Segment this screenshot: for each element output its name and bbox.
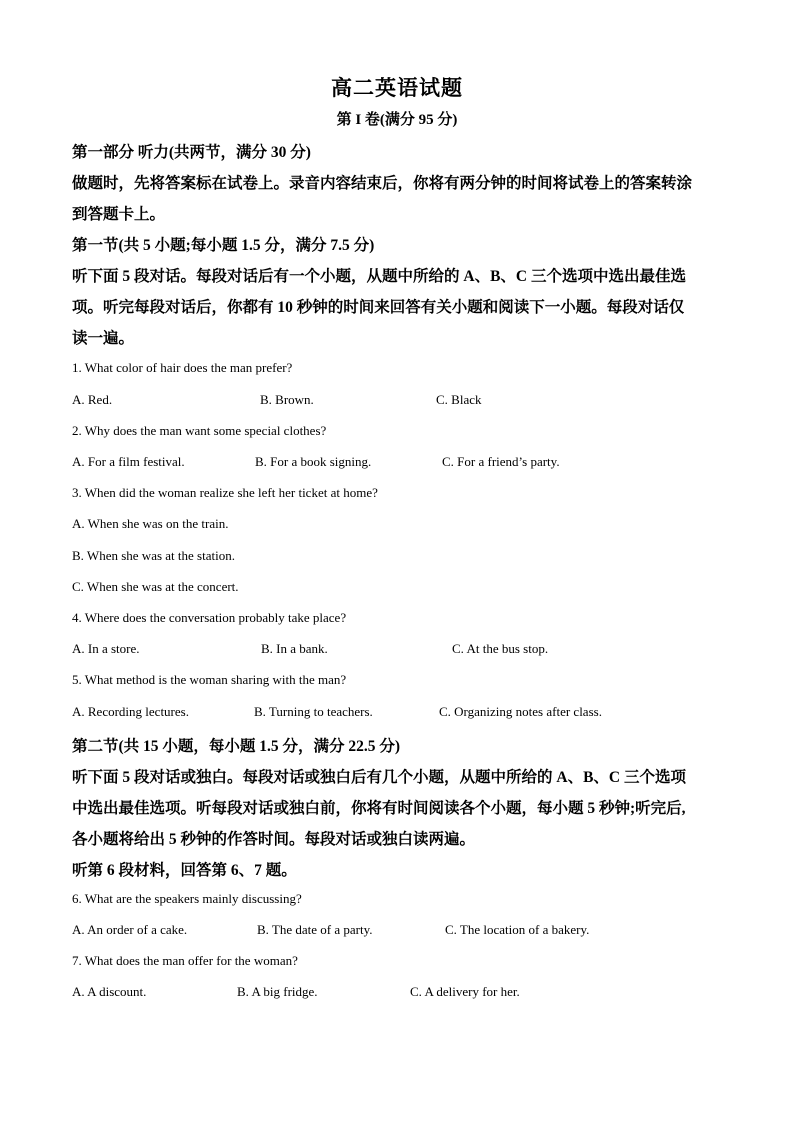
section2-instruction-line: 听下面 5 段对话或独白。每段对话或独白后有几个小题，从题中所给的 A、B、C 三个选项: [72, 769, 686, 786]
option-b: B. The date of a party.: [257, 922, 373, 937]
option-c: C. When she was at the concert.: [72, 579, 239, 594]
question-3: 3. When did the woman realize she left her ticket at home?: [72, 485, 378, 500]
option-b: B. In a bank.: [261, 641, 328, 656]
page-subtitle: 第 I 卷(满分 95 分): [336, 112, 458, 128]
option-a: A. A discount.: [72, 984, 147, 999]
option-c: C. The location of a bakery.: [445, 922, 590, 937]
option-a: A. An order of a cake.: [72, 922, 188, 937]
option-c: C. A delivery for her.: [410, 984, 520, 999]
part1-heading: 第一部分 听力(共两节，满分 30 分): [72, 144, 311, 161]
section2-instruction-line: 各小题将给出 5 秒钟的作答时间。每段对话或独白读两遍。: [72, 831, 476, 848]
part1-instruction-line: 到答题卡上。: [72, 206, 166, 223]
option-c: C. For a friend’s party.: [442, 454, 560, 469]
option-a: A. Recording lectures.: [72, 704, 189, 719]
section1-heading: 第一节(共 5 小题;每小题 1.5 分，满分 7.5 分): [72, 237, 375, 254]
option-a: A. In a store.: [72, 641, 140, 656]
section1-instruction-line: 项。听完每段对话后，你都有 10 秒钟的时间来回答有关小题和阅读下一小题。每段对话仅: [72, 299, 685, 316]
option-b: B. Turning to teachers.: [254, 704, 373, 719]
page-title: 高二英语试题: [331, 76, 463, 100]
question-4: 4. Where does the conversation probably take place?: [72, 610, 347, 625]
option-a: A. For a film festival.: [72, 454, 185, 469]
option-b: B. When she was at the station.: [72, 548, 235, 563]
option-a: A. When she was on the train.: [72, 516, 229, 531]
part1-instruction-line: 做题时，先将答案标在试卷上。录音内容结束后，你将有两分钟的时间将试卷上的答案转涂: [72, 175, 693, 192]
question-7: 7. What does the man offer for the woman?: [72, 953, 298, 968]
question-2: 2. Why does the man want some special clothes?: [72, 423, 327, 438]
option-b: B. For a book signing.: [255, 454, 372, 469]
option-c: C. At the bus stop.: [452, 641, 549, 656]
section2-instruction-line: 中选出最佳选项。听每段对话或独白前，你将有时间阅读各个小题，每小题 5 秒钟;听完后,: [72, 800, 686, 817]
question-5: 5. What method is the woman sharing with the man?: [72, 672, 347, 687]
option-a: A. Red.: [72, 392, 113, 407]
section2-heading: 第二节(共 15 小题，每小题 1.5 分，满分 22.5 分): [72, 738, 401, 755]
section1-instruction-line: 听下面 5 段对话。每段对话后有一个小题，从题中所给的 A、B、C 三个选项中选出最佳选: [72, 268, 686, 285]
option-b: B. Brown.: [260, 392, 314, 407]
option-c: C. Organizing notes after class.: [439, 704, 602, 719]
section1-instruction-line: 读一遍。: [72, 330, 135, 347]
option-b: B. A big fridge.: [237, 984, 318, 999]
question-6: 6. What are the speakers mainly discussing?: [72, 891, 302, 906]
material-heading: 听第 6 段材料，回答第 6、7 题。: [72, 862, 297, 879]
option-c: C. Black: [436, 392, 482, 407]
question-1: 1. What color of hair does the man prefer?: [72, 360, 293, 375]
